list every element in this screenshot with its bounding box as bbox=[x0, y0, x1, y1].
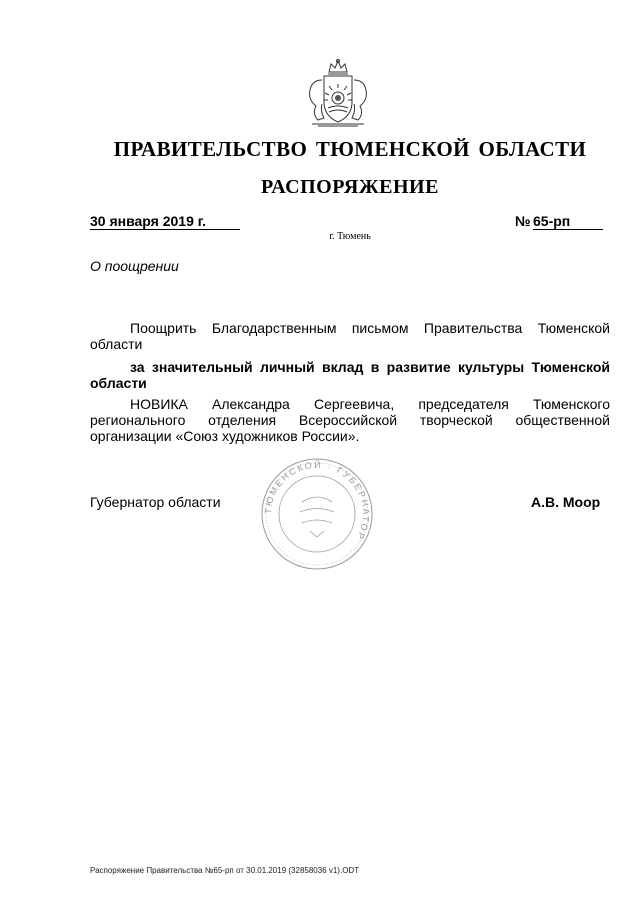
body-paragraph-2: за значительный личный вклад в развитие культуры Тюменской области bbox=[90, 359, 610, 391]
document-number: 65-рп bbox=[533, 213, 603, 230]
seal-text: ТЮМЕНСКОЙ · ГУБЕРНАТОР bbox=[262, 459, 372, 543]
body-paragraph-1: Поощрить Благодарственным письмом Правительства Тюменской области bbox=[90, 320, 610, 352]
signer-title: Губернатор области bbox=[90, 494, 221, 510]
body-paragraph-3: НОВИКА Александра Сергеевича, председателя Тюменского регионального отделения Всероссийской творческой общественной организации «Союз художников России». bbox=[90, 396, 610, 444]
government-title: ПРАВИТЕЛЬСТВО ТЮМЕНСКОЙ ОБЛАСТИ bbox=[113, 137, 587, 161]
document-type: РАСПОРЯЖЕНИЕ bbox=[261, 176, 439, 198]
footer-file-reference: Распоряжение Правительства №65-рп от 30.01.2019 (32858036 v1).ODT bbox=[90, 866, 360, 875]
svg-text:ТЮМЕНСКОЙ · ГУБЕРНАТОР bbox=[263, 459, 371, 542]
tyumen-coat-of-arms-icon bbox=[298, 58, 378, 130]
number-label: № bbox=[515, 213, 531, 229]
city: г. Тюмень bbox=[329, 231, 371, 242]
signer-name: А.В. Моор bbox=[531, 494, 601, 510]
subject: О поощрении bbox=[90, 258, 179, 274]
official-round-seal-icon bbox=[260, 457, 374, 571]
document-date: 30 января 2019 г. bbox=[90, 213, 240, 230]
